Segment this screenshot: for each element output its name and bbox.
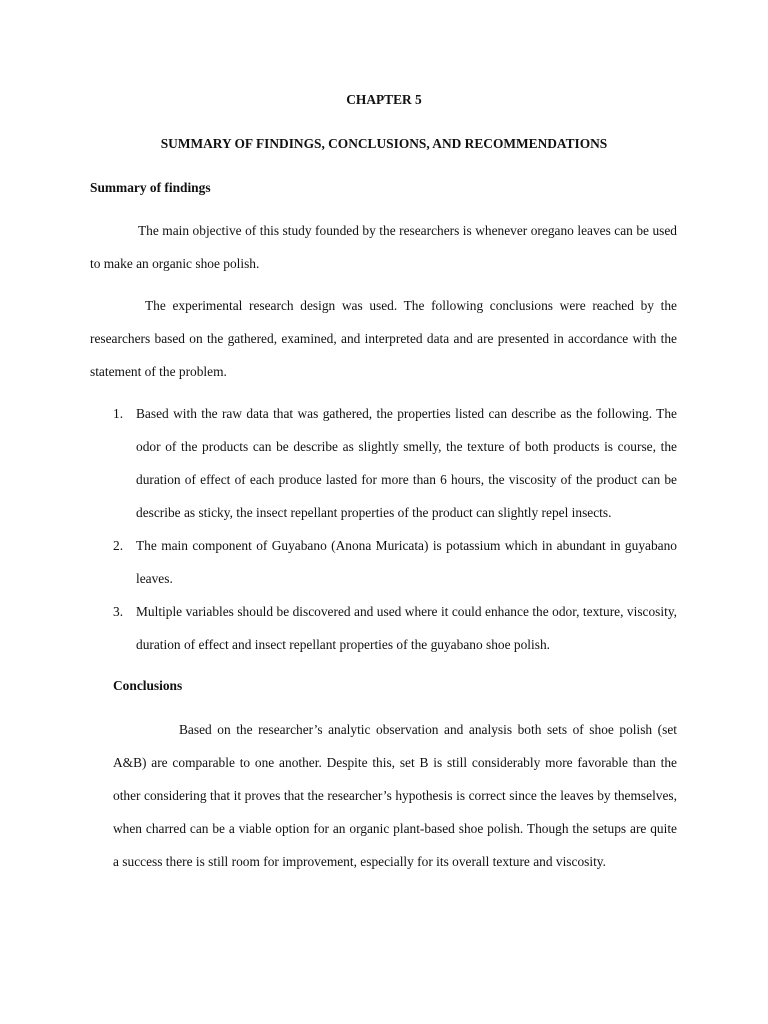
list-item-number: 3. — [113, 604, 124, 619]
chapter-label: CHAPTER 5 — [346, 92, 422, 107]
list-item — [90, 595, 677, 661]
list-item-text: Based with the raw data that was gathered, the properties listed can describe as the following. The odor of the products can be describe as slightly smelly, the texture of both products is course, the duration of effect of each produce lasted for more than 6 hours, the viscosity of the product can be describe as sticky, the insect repellant properties of the product can slightly repel insects. — [136, 406, 677, 520]
summary-paragraph-1: The main objective of this study founded by the researchers is whenever oregano leaves can be used to make an organic shoe polish. — [90, 223, 677, 271]
list-item — [90, 397, 677, 529]
summary-paragraph-2: The experimental research design was used. The following conclusions were reached by the researchers based on the gathered, examined, and interpreted data and are presented in accordance with the statement of the problem. — [90, 298, 677, 379]
chapter-title: SUMMARY OF FINDINGS, CONCLUSIONS, AND RECOMMENDATIONS — [160, 136, 608, 151]
list-item-number: 2. — [113, 538, 124, 553]
conclusions-paragraph: Based on the researcher’s analytic observation and analysis both sets of shoe polish (set A&B) are comparable to one another. Despite this, set B is still considerably more favorable than the other considering that it proves that the researcher’s hypothesis is correct since the leaves by themselves, when charred can be a viable option for an organic plant-based shoe polish. Though the setups are quite a success there is still room for improvement, especially for its overall texture and viscosity. — [113, 722, 677, 869]
list-item-number: 1. — [113, 406, 124, 421]
conclusions-heading: Conclusions — [113, 678, 183, 693]
list-item-text: Multiple variables should be discovered and used where it could enhance the odor, texture, viscosity, duration of effect and insect repellant properties of the guyabano shoe polish. — [136, 604, 677, 652]
list-item-text: The main component of Guyabano (Anona Muricata) is potassium which in abundant in guyabano leaves. — [136, 538, 677, 586]
findings-list — [90, 397, 677, 661]
summary-heading: Summary of findings — [90, 180, 211, 195]
list-item — [90, 529, 677, 595]
